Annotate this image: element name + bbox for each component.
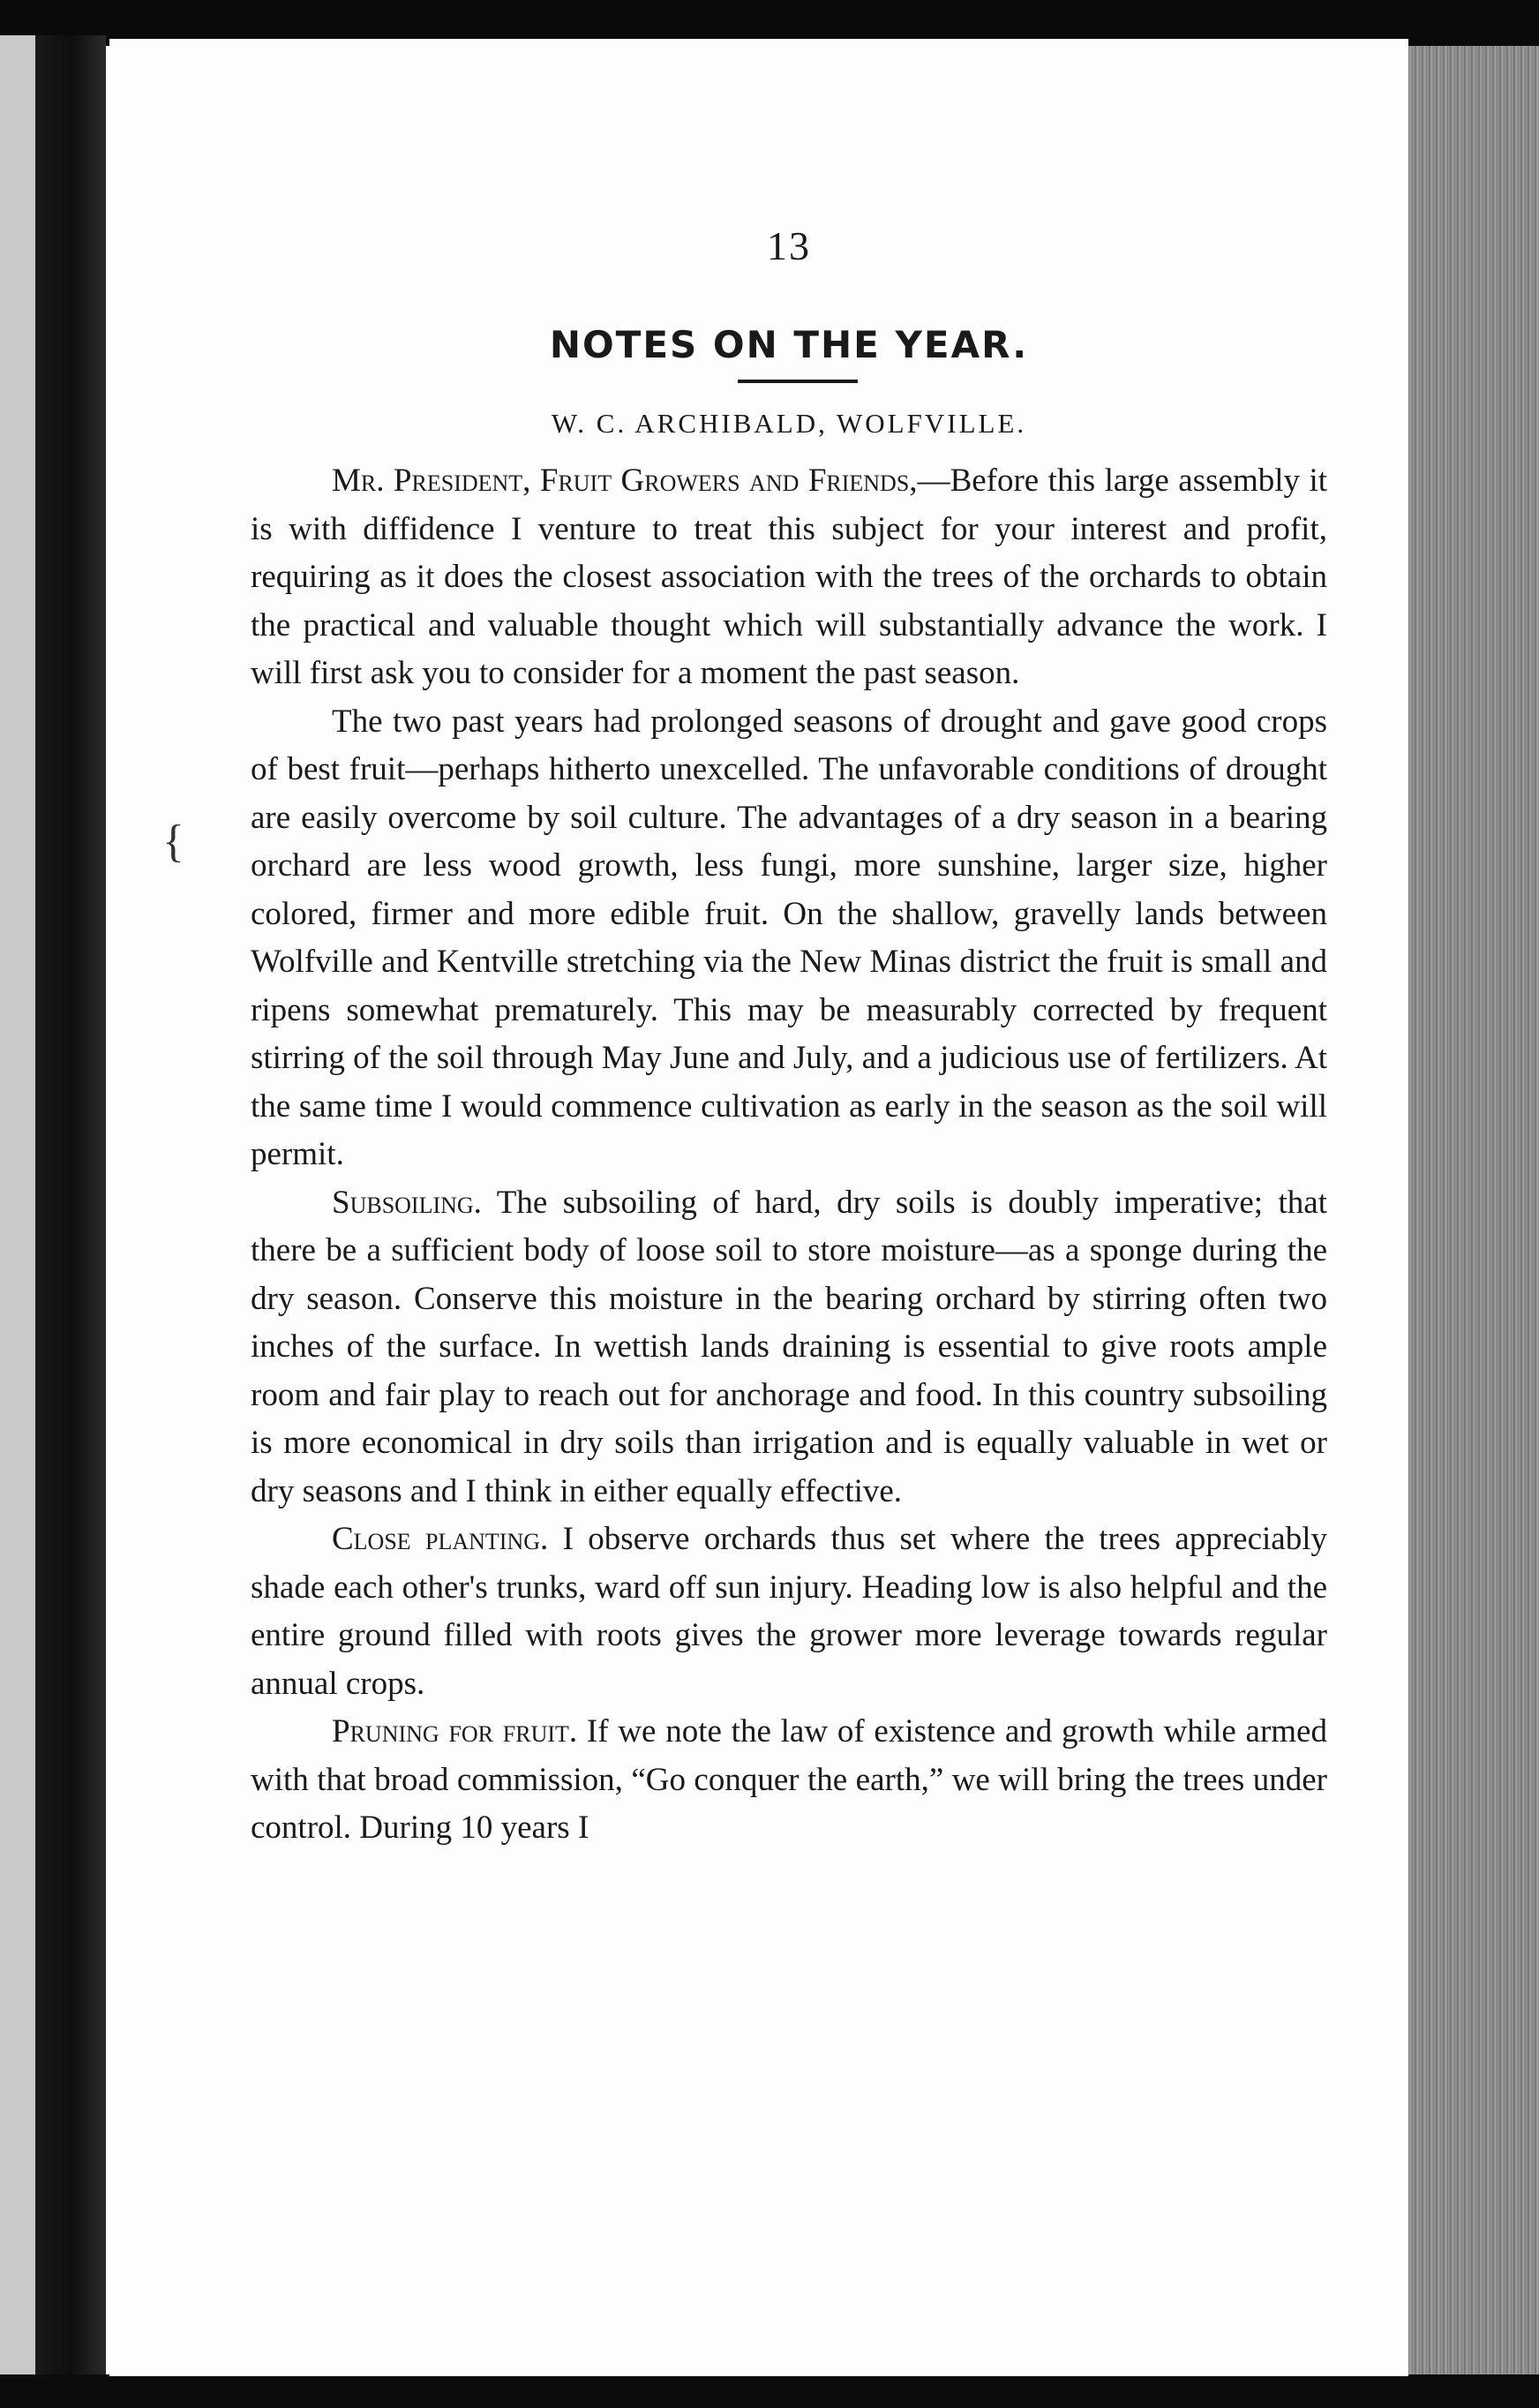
paragraph-text: I observe orchards thus set where the trees appreciably shade each other's trunks, ward off sun injury. Heading low is also helpful and the entire ground filled with roots gives the grower more leverage towards regular annual crops. [251, 1521, 1328, 1702]
binding-shadow [35, 35, 106, 2408]
paragraph-text: —Before this large assembly it is with diffidence I venture to treat this subject for your interest and profit, requiring as it does the closest association with the trees of the orchards to obtain the practical and valuable thought which will substantially advance the work. I will first ask you to consider for a moment the past season. [251, 463, 1328, 691]
page-stack-edge [1405, 46, 1539, 2376]
page-number: 13 [767, 223, 811, 268]
book-page [109, 39, 1408, 2376]
paragraph-lead: Close planting. [332, 1521, 549, 1557]
scan-border-bottom [0, 2374, 1539, 2408]
paragraph-text: The two past years had prolonged seasons of drought and gave good crops of best fruit—perhaps hitherto unexcelled. The unfavorable conditions of drought are easily overcome by soil culture. The advantages of a dry season in a bearing orchard are less wood growth, less fungi, more sunshine, larger size, higher colored, firmer and more edible fruit. On the shallow, gravelly lands between Wolfville and Kentville stretching via the New Minas district the fruit is small and ripens somewhat prematurely. This may be measurably corrected by frequent stirring of the soil through May June and July, and a judicious use of fertilizers. At the same time I would commence cultivation as early in the season as the soil will permit. [251, 703, 1327, 1172]
paragraph-2 [251, 698, 1327, 1179]
paragraph-lead: Subsoiling. [332, 1184, 482, 1221]
paragraph-lead: Pruning for fruit. [332, 1713, 578, 1750]
paragraph-text: If we note the law of existence and growth while armed with that broad commission, “Go conquer the earth,” we will bring the trees under control. During 10 years I [251, 1713, 1327, 1846]
paragraph-close-planting [251, 1516, 1327, 1708]
margin-mark: { [162, 816, 184, 867]
article-body [251, 457, 1327, 1853]
paragraph-1 [251, 457, 1327, 698]
paragraph-pruning [251, 1708, 1327, 1853]
paragraph-lead: Mr. President, Fruit Growers and Friends, [332, 463, 918, 499]
title-rule [738, 380, 858, 383]
article-title: NOTES ON THE YEAR. [549, 323, 1029, 366]
author-byline: W. C. ARCHIBALD, WOLFVILLE. [551, 408, 1027, 439]
paragraph-text: The subsoiling of hard, dry soils is doubly imperative; that there be a sufficient body of loose soil to store moisture—as a sponge during the dry season. Conserve this moisture in the bearing orchard by stirring often two inches of the surface. In wettish lands draining is essential to give roots ample room and fair play to reach out for anchorage and food. In this country subsoiling is more economical in dry soils than irrigation and is equally valuable in wet or dry seasons and I think in either equally effective. [251, 1184, 1327, 1509]
paragraph-subsoiling [251, 1179, 1327, 1516]
